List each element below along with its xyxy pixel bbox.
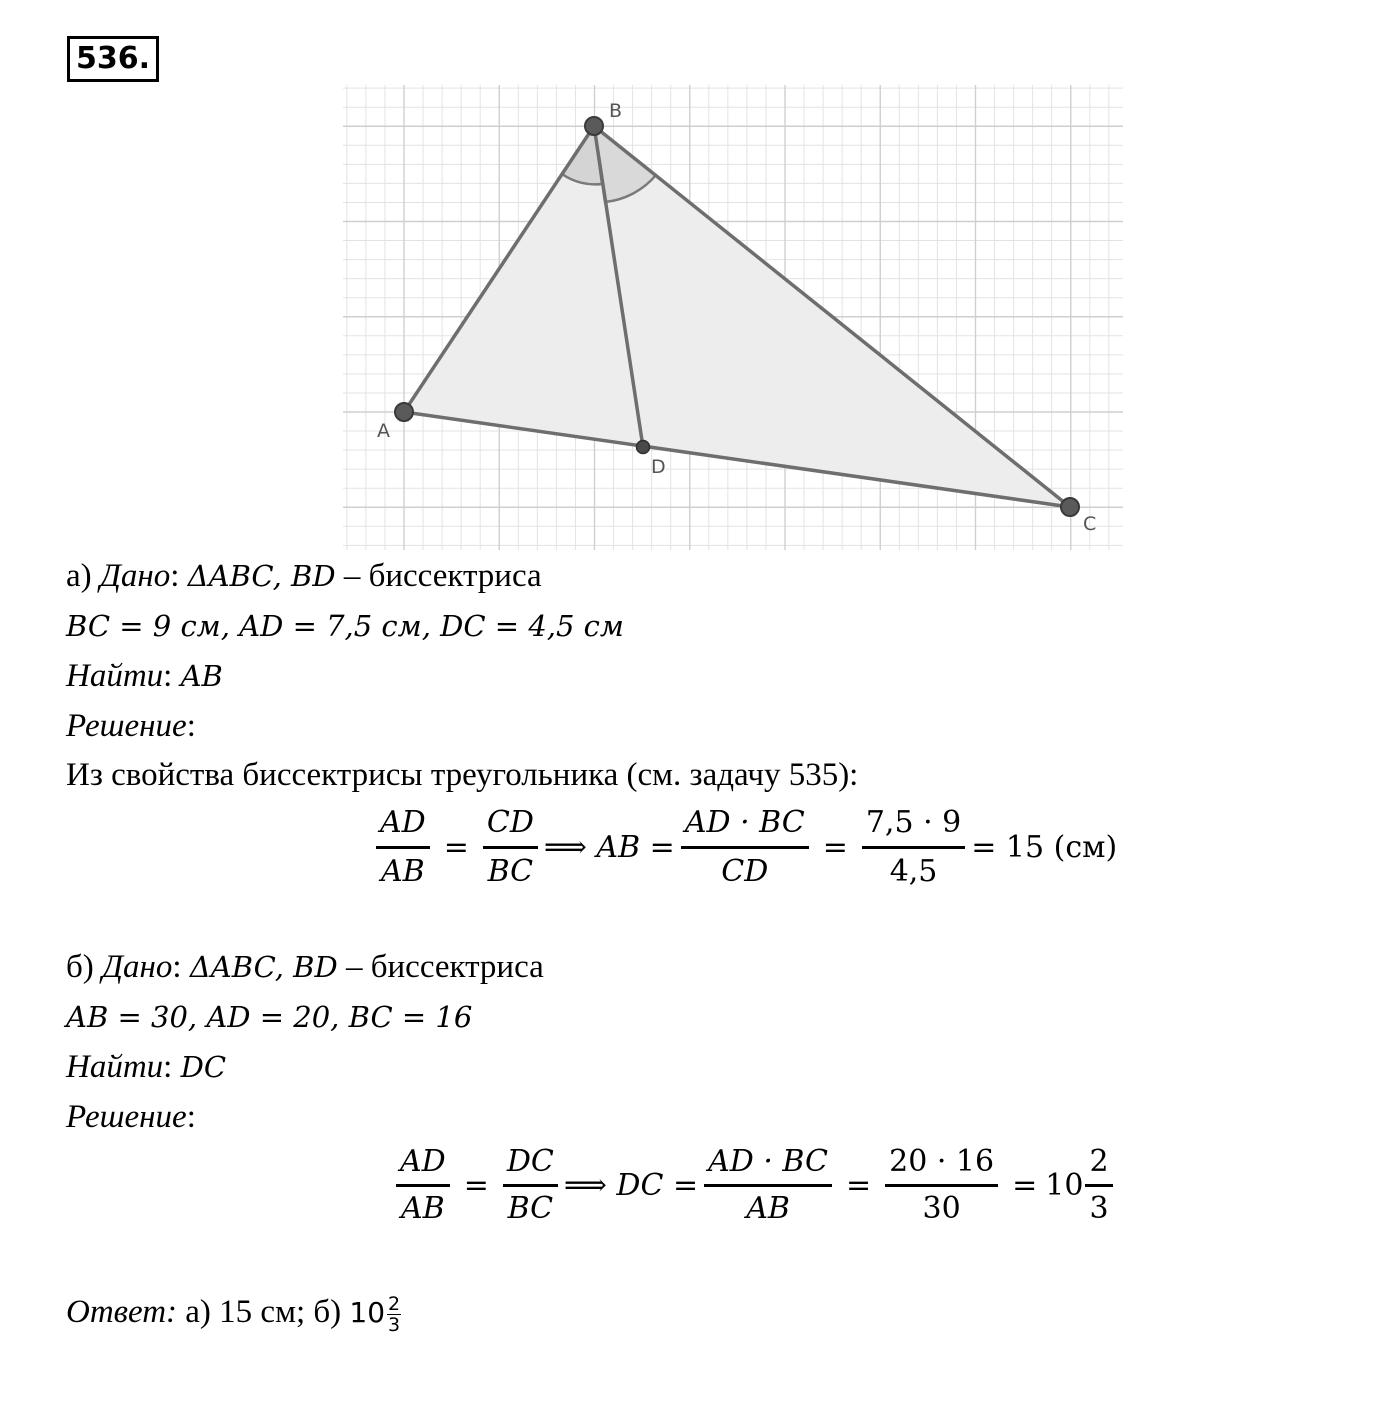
part-a-find: Найти: AB [66, 658, 223, 694]
part-b-find: Найти: DC [66, 1049, 227, 1085]
numerator: DC [503, 1140, 558, 1187]
fraction [862, 800, 965, 895]
problem-number: 536. [67, 36, 159, 82]
find-value: DC [180, 1050, 227, 1084]
given-triangle: ΔABC, BD [187, 559, 336, 593]
label-b: B [609, 100, 623, 122]
find-label: Найти [66, 658, 164, 694]
numerator: AD · BC [704, 1140, 832, 1187]
part-a-data [66, 606, 624, 646]
numerator: AD [376, 800, 430, 849]
part-b-given: б) Дано: ΔABC, BD – биссектриса [66, 949, 544, 985]
numerator: AD [396, 1140, 450, 1187]
implies: ⟹ DC = [563, 1168, 699, 1203]
answer-label: Ответ: [66, 1294, 178, 1330]
given-triangle: ΔABC, BD [189, 950, 338, 984]
answer-whole: 10 [349, 1296, 386, 1329]
denominator: 30 [922, 1191, 961, 1226]
fraction [885, 1140, 998, 1231]
denominator: BC [507, 1191, 554, 1226]
fraction [503, 1140, 558, 1231]
numerator: 7,5 · 9 [862, 800, 965, 849]
point-d [637, 441, 650, 454]
part-a-solution-label: Решение: [66, 708, 196, 744]
fraction [376, 800, 430, 895]
part-b-prefix: б) [66, 949, 94, 985]
implies: ⟹ AB = [543, 830, 675, 865]
part-a-data-text: BC = 9 см, AD = 7,5 см, DC = 4,5 см [66, 609, 624, 643]
fraction [704, 1140, 832, 1231]
denominator: AB [401, 1191, 445, 1226]
solution-label: Решение [66, 708, 187, 744]
denominator: 3 [388, 1313, 401, 1336]
label-d: D [651, 456, 666, 478]
given-suffix: – биссектриса [345, 949, 544, 985]
find-value: AB [180, 659, 223, 693]
part-b-equation: $\frac{AD}{AB}$ = $\frac{DC}{BC}$ ⟹ DC = $\frac{AD \cdot BC}{AB}$ = $\frac{20 \cdot 16}{30}$ = 10 $\frac{2}{3}$ [390, 1140, 1119, 1231]
denominator: 4,5 [889, 854, 938, 889]
fraction [396, 1140, 450, 1231]
answer-line [66, 1292, 401, 1335]
point-c [1061, 498, 1079, 516]
denominator: 3 [1089, 1191, 1109, 1226]
denominator: BC [487, 854, 534, 889]
numerator: CD [483, 800, 538, 849]
numerator: 20 · 16 [885, 1140, 998, 1187]
point-a [395, 403, 413, 421]
part-a-prefix: а) [66, 558, 92, 594]
label-c: C [1083, 513, 1097, 535]
numerator: 2 [388, 1292, 401, 1315]
find-label: Найти [66, 1049, 164, 1085]
denominator: AB [381, 854, 425, 889]
result-whole: 10 [1045, 1168, 1084, 1203]
part-a-solution-text: Из свойства биссектрисы треугольника (см. задачу 535): [66, 757, 859, 793]
result-fraction [1085, 1140, 1112, 1231]
triangle-figure [343, 85, 1123, 550]
numerator: AD · BC [681, 800, 809, 849]
denominator: AB [746, 1191, 790, 1226]
numerator: 2 [1085, 1140, 1112, 1187]
answer-fraction [387, 1294, 401, 1335]
result: = 15 (см) [971, 830, 1118, 865]
given-suffix: – биссектриса [343, 558, 542, 594]
fraction [681, 800, 809, 895]
part-b-solution-label: Решение: [66, 1099, 196, 1135]
point-b [585, 117, 603, 135]
answer-text: а) 15 см; б) [185, 1294, 342, 1330]
given-label: Дано [99, 558, 171, 594]
part-a-given: а) Дано: ΔABC, BD – биссектриса [66, 558, 542, 594]
part-a-equation: $\frac{AD}{AB}$ = $\frac{CD}{BC}$ ⟹ AB = $\frac{AD \cdot BC}{CD}$ = $\frac{7,5 \cdot 9}{4,5}$ = 15 (см) [370, 800, 1117, 895]
part-b-data [66, 997, 472, 1037]
part-b-data-text: AB = 30, AD = 20, BC = 16 [66, 1000, 473, 1034]
denominator: CD [721, 854, 769, 889]
given-label: Дано [102, 949, 173, 985]
label-a: A [377, 420, 390, 442]
fraction [483, 800, 538, 895]
solution-label: Решение [66, 1099, 187, 1135]
